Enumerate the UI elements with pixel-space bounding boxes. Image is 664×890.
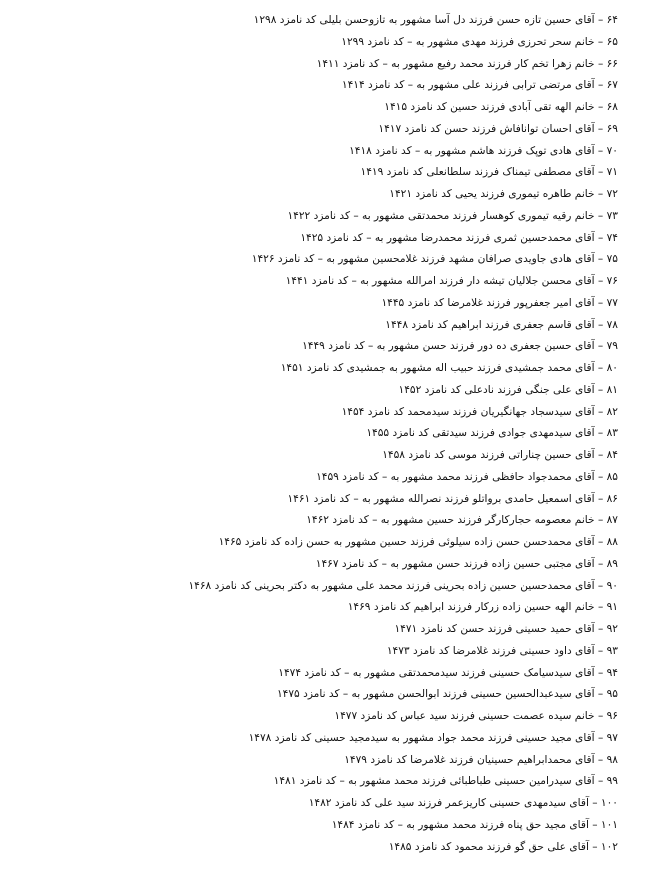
candidate-line: ۹۹ – آقای سیدرامین حسینی طباطبائی فرزند محمد مشهور به – کد نامزد ۱۴۸۱ [273, 775, 618, 788]
candidate-line: ۹۸ – آقای محمدابراهیم حسینیان فرزند غلامرضا کد نامزد ۱۴۷۹ [344, 753, 618, 766]
candidate-line: ۷۱ – آقای مصطفی تیمناک فرزند سلطانعلی کد نامزد ۱۴۱۹ [360, 166, 618, 179]
candidate-line: ۹۳ – آقای داود حسینی فرزند غلامرضا کد نامزد ۱۴۷۳ [386, 644, 618, 657]
candidate-line: ۶۶ – خانم زهرا تخم کار فرزند محمد رفیع مشهور به – کد نامزد ۱۴۱۱ [316, 57, 618, 70]
candidate-line: ۷۲ – خانم طاهره تیموری فرزند یحیی کد نامزد ۱۴۲۱ [389, 188, 618, 200]
candidate-line: ۷۸ – آقای قاسم جعفری فرزند ابراهیم کد نامزد ۱۴۴۸ [385, 318, 618, 331]
candidate-line: ۸۳ – آقای سیدمهدی جوادی فرزند سیدتقی کد نامزد ۱۴۵۵ [366, 427, 618, 440]
candidate-line: ۶۴ – آقای حسین تازه حسن فرزند دل آسا مشهور به تازوحسن بلیلی کد نامزد ۱۲۹۸ [253, 14, 618, 26]
candidate-line: ۹۷ – آقای مجید حسینی فرزند محمد جواد مشهور به سیدمجید حسینی کد نامزد ۱۴۷۸ [248, 731, 618, 744]
candidate-line: ۹۴ – آقای سیدسیامک حسینی فرزند سیدمحمدتقی مشهور به – کد نامزد ۱۴۷۴ [278, 666, 618, 679]
candidate-line: ۶۷ – آقای مرتضی ترابی فرزند علی مشهور به – کد نامزد ۱۴۱۴ [341, 79, 618, 92]
candidate-line: ۷۴ – آقای محمدحسین ثمری فرزند محمدرضا مشهور به – کد نامزد ۱۴۲۵ [300, 231, 618, 244]
candidate-line: ۸۲ – آقای سیدسجاد جهانگیریان فرزند سیدمحمد کد نامزد ۱۴۵۴ [341, 405, 618, 418]
candidate-line: ۷۰ – آقای هادی توپک فرزند هاشم مشهور به – کد نامزد ۱۴۱۸ [349, 144, 618, 157]
candidate-line: ۶۸ – خانم الهه تقی آبادی فرزند حسین کد نامزد ۱۴۱۵ [384, 101, 618, 113]
candidate-line: ۱۰۱ – آقای مجید حق پناه فرزند محمد مشهور به – کد نامزد ۱۴۸۴ [331, 818, 618, 831]
candidate-list [8, 10, 618, 858]
candidate-line: ۶۹ – آقای احسان توانافاش فرزند حسن کد نامزد ۱۴۱۷ [378, 122, 618, 135]
candidate-line: ۸۴ – آقای حسین چناراتی فرزند موسی کد نامزد ۱۴۵۸ [382, 449, 618, 461]
candidate-line: ۷۷ – آقای امیر جعفرپور فرزند غلامرضا کد نامزد ۱۴۴۵ [381, 296, 618, 309]
candidate-line: ۶۵ – خانم سحر تحرزی فرزند مهدی مشهور به – کد نامزد ۱۲۹۹ [341, 35, 618, 48]
candidate-line: ۸۶ – آقای اسمعیل حامدی برواتلو فرزند نصرالله مشهور به – کد نامزد ۱۴۶۱ [287, 492, 618, 505]
candidate-line: ۸۷ – خانم معصومه حجارکارگر فرزند حسین مشهور به – کد نامزد ۱۴۶۲ [306, 514, 618, 527]
candidate-line: ۷۶ – آقای محسن جلالیان تیشه دار فرزند امرالله مشهور به – کد نامزد ۱۴۴۱ [285, 275, 618, 287]
candidate-line: ۷۳ – خانم رقیه تیموری کوهسار فرزند محمدتقی مشهور به – کد نامزد ۱۴۲۲ [287, 209, 618, 222]
candidate-line: ۹۱ – خانم الهه حسین زاده زرکار فرزند ابراهیم کد نامزد ۱۴۶۹ [347, 601, 618, 614]
candidate-line: ۸۵ – آقای محمدجواد حافظی فرزند محمد مشهور به – کد نامزد ۱۴۵۹ [316, 470, 618, 483]
candidate-line: ۷۵ – آقای هادی جاویدی صرافان مشهد فرزند غلامحسین مشهور به – کد نامزد ۱۴۲۶ [251, 253, 618, 266]
candidate-line: ۸۱ – آقای علی جنگی فرزند نادعلی کد نامزد ۱۴۵۲ [398, 383, 618, 396]
candidate-line: ۱۰۲ – آقای علی حق گو فرزند محمود کد نامزد ۱۴۸۵ [388, 840, 618, 853]
candidate-line: ۷۹ – آقای حسین جعفری ده دور فرزند حسن مشهور به – کد نامزد ۱۴۴۹ [302, 340, 618, 353]
candidate-line: ۹۵ – آقای سیدعبدالحسین حسینی فرزند ابوالحسن مشهور به – کد نامزد ۱۴۷۵ [276, 688, 618, 701]
candidate-line: ۸۹ – آقای مجتبی حسین زاده فرزند حسن مشهور به – کد نامزد ۱۴۶۷ [315, 557, 618, 570]
candidate-line: ۹۲ – آقای حمید حسینی فرزند حسن کد نامزد ۱۴۷۱ [394, 623, 618, 635]
candidate-line: ۸۸ – آقای محمدحسن حسن زاده سیلوئی فرزند حسین مشهور به حسن زاده کد نامزد ۱۴۶۵ [218, 536, 618, 548]
candidate-line: ۱۰۰ – آقای سیدمهدی حسینی کاریزعمر فرزند سید علی کد نامزد ۱۴۸۲ [308, 797, 618, 809]
candidate-line: ۸۰ – آقای محمد جمشیدی فرزند حبیب اله مشهور به جمشیدی کد نامزد ۱۴۵۱ [280, 362, 618, 374]
candidate-line: ۹۶ – خانم سیده عصمت حسینی فرزند سید عباس کد نامزد ۱۴۷۷ [334, 710, 618, 722]
candidate-line: ۹۰ – آقای محمدحسین حسین زاده بحرینی فرزند محمد علی مشهور به دکتر بحرینی کد نامزد ۱۴۶۸ [188, 579, 618, 592]
